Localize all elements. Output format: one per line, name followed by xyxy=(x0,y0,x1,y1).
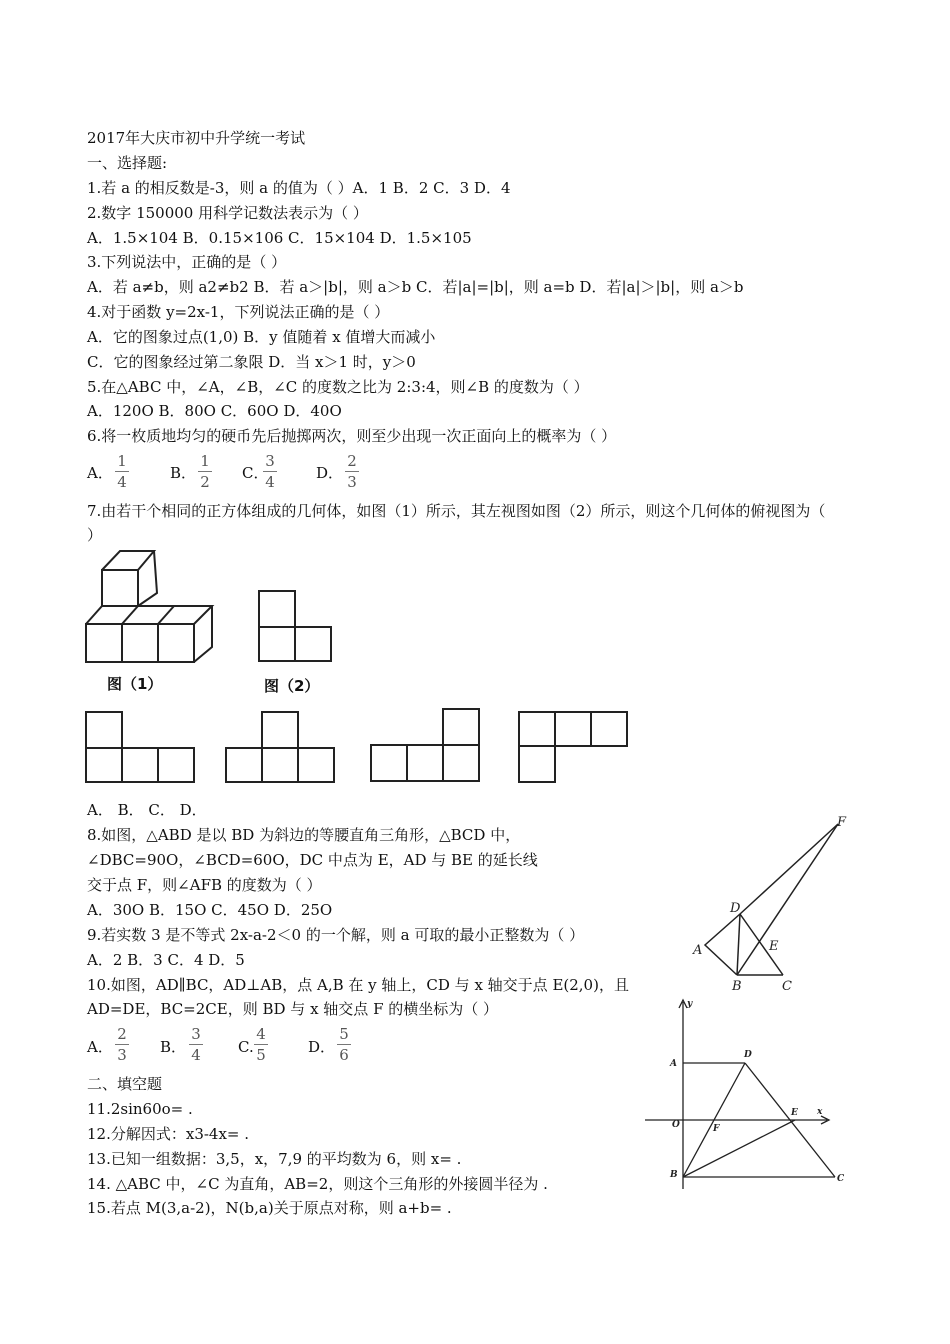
q10-label-d: D xyxy=(744,1050,752,1060)
question-1: 1.若 a 的相反数是-3，则 a 的值为（ ）A．1 B．2 C．3 D．4 xyxy=(87,179,511,197)
q10-option-b-label: B． xyxy=(160,1038,187,1056)
q6-option-b-label: B． xyxy=(170,464,197,482)
question-14: 14. △ABC 中，∠C 为直角，AB=2，则这个三角形的外接圆半径为 . xyxy=(87,1175,548,1193)
q10-label-o: O xyxy=(672,1120,680,1130)
q10-option-b-fraction: 3 4 xyxy=(186,1025,206,1064)
q6-option-d-label: D． xyxy=(316,464,344,482)
question-8-line-3: 交于点 F，则∠AFB 的度数为（ ） xyxy=(87,876,322,894)
question-4-options-2: C．它的图象经过第二象限 D．当 x＞1 时，y＞0 xyxy=(87,353,416,371)
question-2-options: A．1.5×104 B．0.15×106 C．15×104 D．1.5×105 xyxy=(87,229,472,247)
q10-option-a-fraction: 2 3 xyxy=(112,1025,132,1064)
question-10-line-2: AD=DE，BC=2CE，则 BD 与 x 轴交点 F 的横坐标为（ ） xyxy=(87,1000,499,1018)
q8-label-b: B xyxy=(732,979,742,994)
question-6: 6.将一枚质地均匀的硬币先后抛掷两次，则至少出现一次正面向上的概率为（ ） xyxy=(87,427,617,445)
q10-option-c-label: C. xyxy=(238,1038,254,1056)
q7-figure-1 xyxy=(84,545,224,670)
q10-option-d-fraction: 5 6 xyxy=(334,1025,354,1064)
q10-option-c-fraction: 4 5 xyxy=(251,1025,271,1064)
q8-geometry-figure xyxy=(685,812,860,997)
q10-label-b: B xyxy=(670,1170,678,1180)
section-fill-heading: 二、填空题 xyxy=(87,1075,163,1093)
question-8-options: A．30O B．15O C．45O D．25O xyxy=(87,901,333,919)
q10-coordinate-figure xyxy=(640,994,850,1194)
q7-figure-2 xyxy=(256,588,336,664)
q7-option-d-view xyxy=(517,709,631,785)
q6-option-a-fraction: 1 4 xyxy=(112,452,132,491)
q10-label-x: x xyxy=(817,1107,823,1117)
question-2: 2.数字 150000 用科学记数法表示为（ ） xyxy=(87,204,368,222)
q6-option-c-label: C． xyxy=(242,464,269,482)
figure-1-label: 图（1） xyxy=(107,675,163,693)
section-choice-heading: 一、选择题: xyxy=(87,154,168,172)
question-3-options: A．若 a≠b，则 a2≠b2 B．若 a＞|b|，则 a＞b C．若|a|=|b|，则 a=b D．若|a|＞|b|，则 a＞b xyxy=(87,278,744,296)
question-10-line-1: 10.如图，AD∥BC，AD⊥AB，点 A,B 在 y 轴上，CD 与 x 轴交于点 E(2,0)，且 xyxy=(87,976,629,994)
figure-2-label: 图（2） xyxy=(264,677,320,695)
q10-option-a-label: A． xyxy=(87,1038,113,1056)
q7-option-c-view xyxy=(369,706,483,784)
q8-label-f: F xyxy=(837,815,847,830)
question-4-options-1: A．它的图象过点(1,0) B．y 值随着 x 值增大而减小 xyxy=(87,328,436,346)
q6-option-c-fraction: 3 4 xyxy=(260,452,280,491)
q10-option-d-label: D． xyxy=(308,1038,336,1056)
question-13: 13.已知一组数据：3,5，x，7,9 的平均数为 6，则 x= . xyxy=(87,1150,462,1168)
question-9: 9.若实数 3 是不等式 2x-a-2＜0 的一个解，则 a 可取的最小正整数为（ ） xyxy=(87,926,585,944)
question-5: 5.在△ABC 中，∠A，∠B，∠C 的度数之比为 2:3:4，则∠B 的度数为（ ） xyxy=(87,378,589,396)
q10-label-e: E xyxy=(791,1108,798,1118)
q7-option-a-view xyxy=(84,709,198,785)
question-8-line-2: ∠DBC=90O，∠BCD=60O，DC 中点为 E，AD 与 BE 的延长线 xyxy=(87,851,538,869)
q7-option-b-view xyxy=(224,709,338,785)
question-7: 7.由若干个相同的正方体组成的几何体，如图（1）所示，其左视图如图（2）所示，则这个几何体的俯视图为（ xyxy=(87,502,826,520)
question-8-line-1: 8.如图，△ABD 是以 BD 为斜边的等腰直角三角形，△BCD 中， xyxy=(87,826,521,844)
q8-label-d: D xyxy=(730,901,741,916)
q8-label-c: C xyxy=(782,979,792,994)
exam-title: 2017年大庆市初中升学统一考试 xyxy=(87,129,306,147)
question-7-continued: ） xyxy=(87,526,103,544)
q8-label-e: E xyxy=(769,939,779,954)
question-5-options: A．120O B．80O C．60O D．40O xyxy=(87,402,342,420)
q6-option-a-label: A． xyxy=(87,464,113,482)
question-11: 11.2sin60o= . xyxy=(87,1100,193,1118)
q8-label-a: A xyxy=(693,943,703,958)
question-9-options: A．2 B．3 C．4 D．5 xyxy=(87,951,245,969)
q10-label-f: F xyxy=(713,1124,720,1134)
q10-label-y: y xyxy=(687,999,693,1009)
question-7-options: A． B． C． D． xyxy=(87,801,207,819)
q6-option-d-fraction: 2 3 xyxy=(342,452,362,491)
q6-option-b-fraction: 1 2 xyxy=(195,452,215,491)
question-15: 15.若点 M(3,a-2)，N(b,a)关于原点对称，则 a+b= . xyxy=(87,1199,452,1217)
question-3: 3.下列说法中，正确的是（ ） xyxy=(87,253,287,271)
q10-label-a: A xyxy=(670,1059,677,1069)
question-4: 4.对于函数 y=2x-1，下列说法正确的是（ ） xyxy=(87,303,390,321)
question-12: 12.分解因式：x3-4x= . xyxy=(87,1125,250,1143)
q10-label-c: C xyxy=(837,1174,845,1184)
